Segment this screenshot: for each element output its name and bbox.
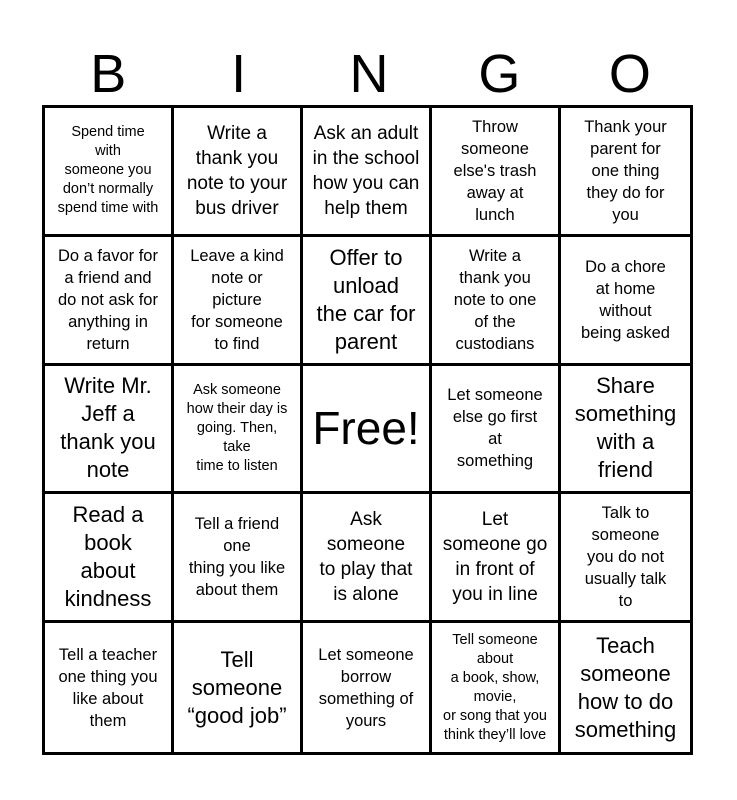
bingo-cell <box>174 494 303 623</box>
header-letter-i: I <box>231 44 247 104</box>
bingo-cell <box>45 237 174 366</box>
free-space-text: Free! <box>312 402 420 455</box>
bingo-cell <box>561 494 690 623</box>
cell-text: Tell a friend one thing you like about them <box>188 515 286 600</box>
cell-text: Ask someone to play that is alone <box>319 509 413 606</box>
header-letter-n: N <box>349 44 389 104</box>
cell-text: Read a book about kindness <box>64 502 152 612</box>
bingo-cell <box>432 366 561 495</box>
cell-text: Let someone borrow something of yours <box>318 645 414 730</box>
bingo-cell <box>174 237 303 366</box>
bingo-cell <box>432 237 561 366</box>
cell-text: Tell a teacher one thing you like about them <box>58 645 158 730</box>
header-letter-g: G <box>478 44 521 104</box>
bingo-cell <box>561 237 690 366</box>
bingo-cell <box>303 237 432 366</box>
bingo-cell <box>174 623 303 752</box>
cell-text: Spend time with someone you don’t normally spend time with <box>57 124 159 217</box>
cell-text: Let someone else go first at something <box>447 386 543 471</box>
cell-text: Talk to someone you do not usually talk to <box>584 504 667 611</box>
cell-text: Write a thank you note to one of the custodians <box>453 246 537 353</box>
cell-text: Teach someone how to do something <box>574 632 677 742</box>
cell-text: Throw someone else's trash away at lunch <box>453 117 537 224</box>
bingo-cell <box>561 108 690 237</box>
cell-text: Share something with a friend <box>574 373 677 483</box>
cell-text: Write a thank you note to your bus driver <box>186 122 288 219</box>
bingo-cell <box>303 108 432 237</box>
header-letter-b: B <box>90 44 127 104</box>
cell-text: Do a favor for a friend and do not ask for anything in return <box>58 246 158 353</box>
bingo-cell <box>432 108 561 237</box>
bingo-header <box>43 44 695 104</box>
bingo-cell <box>174 108 303 237</box>
bingo-cell <box>303 623 432 752</box>
cell-text: Let someone go in front of you in line <box>442 509 548 606</box>
cell-text: Offer to unload the car for parent <box>316 244 416 354</box>
bingo-cell <box>45 366 174 495</box>
cell-text: Ask someone how their day is going. Then, take time to listen <box>186 381 288 474</box>
bingo-cell <box>303 494 432 623</box>
bingo-cell <box>174 366 303 495</box>
cell-text: Leave a kind note or picture for someone to find <box>190 246 284 353</box>
cell-text: Write Mr. Jeff a thank you note <box>60 373 156 483</box>
cell-text: Do a chore at home without being asked <box>581 257 670 342</box>
cell-text: Ask an adult in the school how you can help them <box>312 122 420 219</box>
free-space-cell <box>303 366 432 495</box>
cell-text: Tell someone “good job” <box>187 646 287 728</box>
bingo-cell <box>561 623 690 752</box>
bingo-cell <box>561 366 690 495</box>
bingo-grid <box>42 105 693 755</box>
bingo-cell <box>432 623 561 752</box>
cell-text: Thank your parent for one thing they do for you <box>584 117 667 224</box>
header-letter-o: O <box>608 44 651 104</box>
bingo-cell <box>45 108 174 237</box>
bingo-cell <box>432 494 561 623</box>
bingo-cell <box>45 494 174 623</box>
bingo-cell <box>45 623 174 752</box>
cell-text: Tell someone about a book, show, movie, or song that you think they’ll love <box>443 631 547 743</box>
